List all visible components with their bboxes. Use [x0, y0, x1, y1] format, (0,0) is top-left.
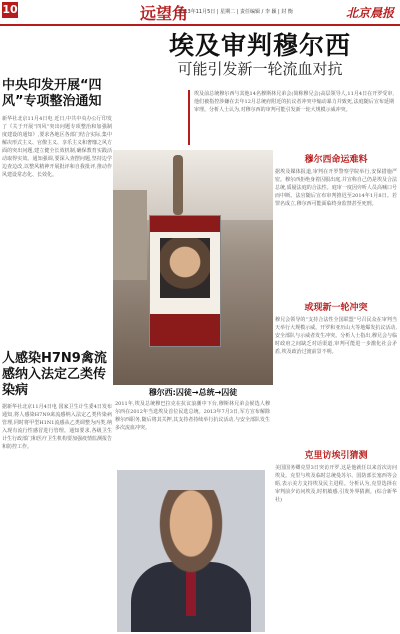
protest-photo: [113, 150, 273, 385]
poster-bottom-banner: [150, 314, 220, 346]
left-sidebar: [2, 78, 112, 634]
right-column: [275, 150, 397, 634]
poster-top-banner: [150, 216, 220, 232]
sidebar-headline-1: 中央印发开展“四风”专项整治通知: [2, 78, 102, 110]
poster-portrait: [160, 238, 210, 298]
subsection-heading-3: 克里访埃引猜测: [304, 451, 368, 461]
page-number: 10: [2, 3, 18, 16]
photo-caption: 穆尔西:囚徒→总统→囚徒: [148, 388, 238, 397]
subsection-text-3: 美国国务卿克里3日突访开罗,这是他就任以来首次访问埃及。克里与埃及临时总统曼苏尔、国防部长塞西等会晤,表示美方支持埃及民主进程。分析认为,克里选择在审判前夕访问埃及,时机敏感,引发外界猜测。(综合新华社): [275, 465, 397, 503]
morsi-portrait-photo: [117, 470, 265, 632]
sidebar-article-1: 新华社北京11月4日电 近日,中共中央办公厅印发了《关于开展“四风”突出问题专项整治和加强制度建设的通知》,要求各地区各部门结合实际,集中解决形式主义、官僚主义、享乐主义和奢靡之风方面的突出问题,建立健全长效机制,确保教育实践活动取得实效。通知强调,要深入查摆问题,坚持边学边查边改,以整风精神开展批评和自我批评,推动作风建设常态化、长效化。: [2, 115, 112, 178]
main-headline: 埃及审判穆尔西: [168, 31, 351, 60]
sidebar-headline-2: 人感染H7N9禽流感纳入法定乙类传染病: [2, 350, 107, 398]
sidebar-article-2: 据新华社北京11月4日电 国家卫生计生委4日发布通知,将人感染H7N9禽流感纳入法定乙类传染病管理,同时将甲型H1N1流感从乙类调整为丙类,纳入现有流行性感冒进行管理。通知要求,各级卫生计生行政部门和医疗卫生机构要加强疫情监测报告和防控工作。: [2, 404, 112, 451]
page-header: [0, 0, 400, 26]
section-title: 远望角: [140, 4, 189, 23]
subsection-heading-2: 或现新一轮冲突: [304, 303, 368, 313]
photo-building: [113, 190, 147, 280]
morsi-poster: [149, 215, 221, 347]
portrait-face: [156, 490, 226, 578]
subsection-text-1: 据埃及媒体报道,审判在开罗警察学院举行,安保措施严密。穆尔西拒绝身着囚服出庭,并宣称自己仍是埃及合法总统,质疑法庭的合法性。庭审一度因旁听人员高喊口号而中断。法官随后宣布审判推迟至2014年1月8日。若罪名成立,穆尔西可能面临终身监禁甚至死刑。: [275, 169, 397, 207]
center-article: 2011年,埃及总统穆巴拉克在抗议浪潮中下台,穆斯林兄弟会候选人穆尔西在2012年当选埃及首位民选总统。2013年7月3日,军方宣布解除穆尔西职务,随后将其关押,其支持者持续举行抗议活动,与安全部队发生多次流血冲突。: [115, 401, 270, 431]
raised-hand: [173, 155, 183, 215]
issue-meta: 2013年11月5日 | 星期二 | 责任编辑 / 李 颖 | 封 衡: [178, 9, 293, 15]
lede-paragraph: 埃及前总统穆尔西与其他14名穆斯林兄弟会(简称穆兄会)高层领导人,11月4日在开罗受审,他们被指控涉嫌在去年12月总统府附近的抗议者冲突中煽动暴力并致死,法庭随后宣布延期审理。分析人士认为,对穆尔西的审判可能引发新一轮大规模示威冲突。: [188, 90, 394, 145]
masthead-logo: 北京晨报: [345, 6, 394, 20]
main-subheadline: 可能引发新一轮流血对抗: [177, 60, 343, 78]
subsection-heading-1: 穆尔西命运难料: [304, 155, 368, 165]
subsection-text-2: 穆兄会领导的“支持合法性全国联盟”号召民众在审判当天举行大规模示威。开罗和亚历山大等地爆发抗议活动,安全部队与示威者发生冲突。分析人士指出,穆兄会与临时政府之间缺乏对话渠道,审判可能进一步激化社会矛盾,埃及政治过渡前景不明。: [275, 317, 397, 355]
